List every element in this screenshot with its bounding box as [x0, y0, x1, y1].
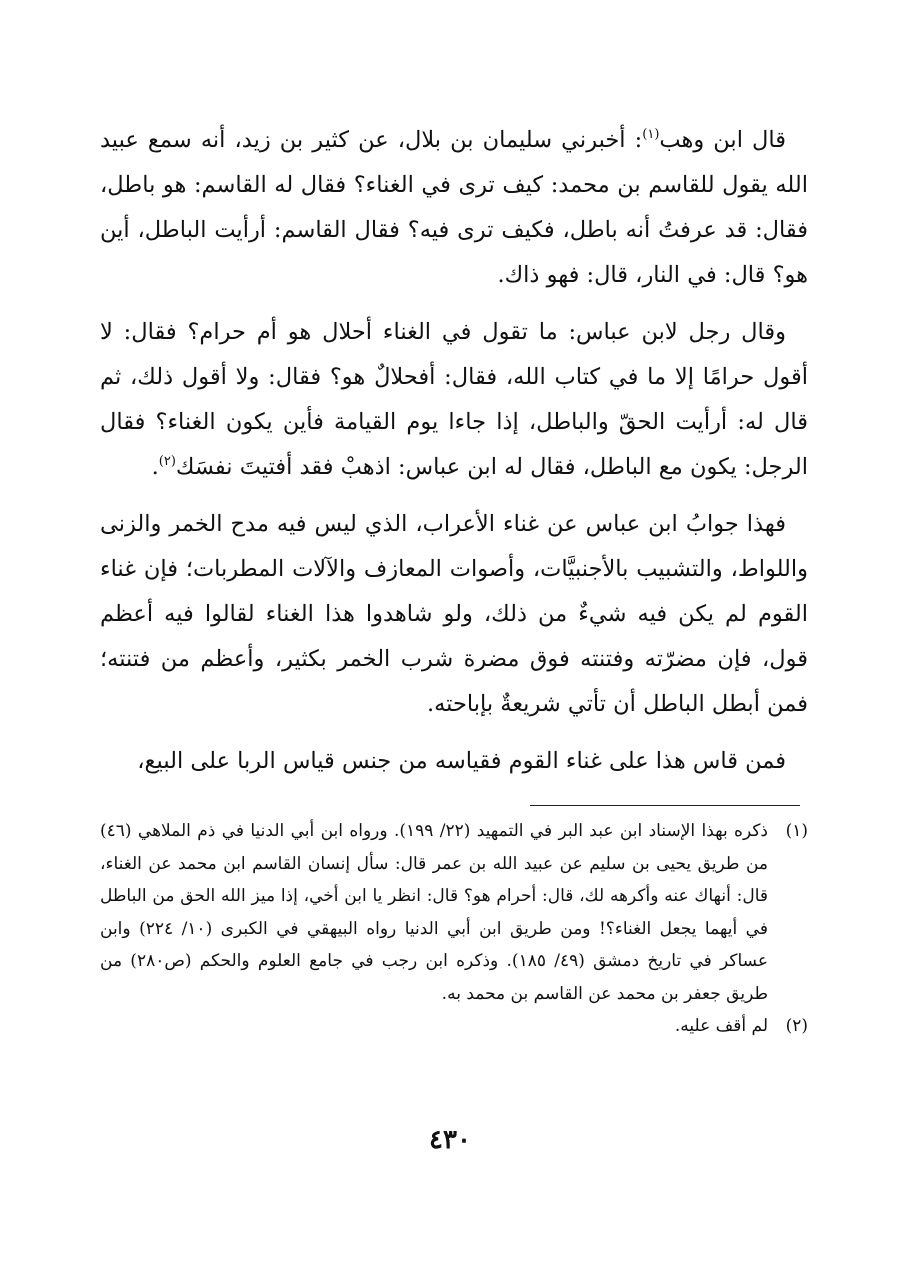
- paragraph-text: فمن قاس هذا على غناء القوم فقياسه من جنس قياس الربا على البيع،: [137, 748, 786, 774]
- footnote-2: [100, 1010, 808, 1043]
- paragraph-2: [100, 310, 808, 490]
- footnote-1: [100, 815, 808, 1010]
- paragraph-text: : أخبرني سليمان بن بلال، عن كثير بن زيد، أنه سمع عبيد الله يقول للقاسم بن محمد: كيف ترى في الغناء؟ فقال له القاسم: هو باطل، فقال: قد عرفتُ أنه باطل، فكيف ترى فيه؟ فقال القاسم: أرأيت الباطل، أين هو؟ قال: في النار، قال: فهو ذاك.: [100, 127, 808, 288]
- paragraph-4: [100, 739, 808, 784]
- paragraph-1: [100, 118, 808, 298]
- paragraph-3: [100, 502, 808, 727]
- footnote-number: (٢): [785, 1016, 808, 1036]
- paragraph-text: فهذا جوابُ ابن عباس عن غناء الأعراب، الذي ليس فيه مدح الخمر والزنى واللواط، والتشبيب بالأجنبيَّات، وأصوات المعازف والآلات المطربات؛ فإن غناء القوم لم يكن فيه شيءٌ من ذلك، ولو شاهدوا هذا الغناء لقالوا فيه أعظم قول، فإن مضرّته وفتنته فوق مضرة شرب الخمر بكثير، وأعظم من فتنته؛ فمن أبطل الباطل أن تأتي شريعةٌ بإباحته.: [100, 511, 808, 717]
- footnote-text: ذكره بهذا الإسناد ابن عبد البر في التمهيد (٢٢/ ١٩٩). ورواه ابن أبي الدنيا في ذم الملاهي (٤٦) من طريق يحيى بن سليم عن عبيد الله بن عمر قال: سأل إنسان القاسم ابن محمد عن الغناء، قال: أنهاك عنه وأكرهه لك، قال: أحرام هو؟ قال: انظر يا ابن أخي، إذا ميز الله الحق من الباطل في أيهما يجعل الغناء؟! ومن طريق ابن أبي الدنيا رواه البيهقي في الكبرى (١٠/ ٢٢٤) وابن عساكر في تاريخ دمشق (٤٩/ ١٨٥). وذكره ابن رجب في جامع العلوم والحكم (ص٢٨٠) من طريق جعفر بن محمد عن القاسم بن محمد به.: [100, 821, 768, 1004]
- footnote-ref-2: (٢): [158, 454, 176, 469]
- page-number: ٤٣٠: [429, 1125, 471, 1155]
- footnote-separator: [530, 805, 800, 806]
- footnotes: [100, 815, 808, 1043]
- footnote-text: لم أقف عليه.: [674, 1016, 768, 1036]
- paragraph-text: قال ابن وهب: [659, 127, 787, 153]
- footnote-ref-1: (١): [642, 127, 660, 142]
- footnote-number: (١): [785, 821, 808, 841]
- paragraph-text: وقال رجل لابن عباس: ما تقول في الغناء أحلال هو أم حرام؟ فقال: لا أقول حرامًا إلا ما في كتاب الله، فقال: أفحلالٌ هو؟ فقال: ولا أقول ذلك، ثم قال له: أرأيت الحقّ والباطل، إذا جاءا يوم القيامة فأين يكون الغناء؟ فقال الرجل: يكون مع الباطل، فقال له ابن عباس: اذهبْ فقد أفتيتَ نفسَك: [100, 319, 808, 480]
- paragraph-text: .: [151, 454, 159, 480]
- main-text: [100, 118, 808, 796]
